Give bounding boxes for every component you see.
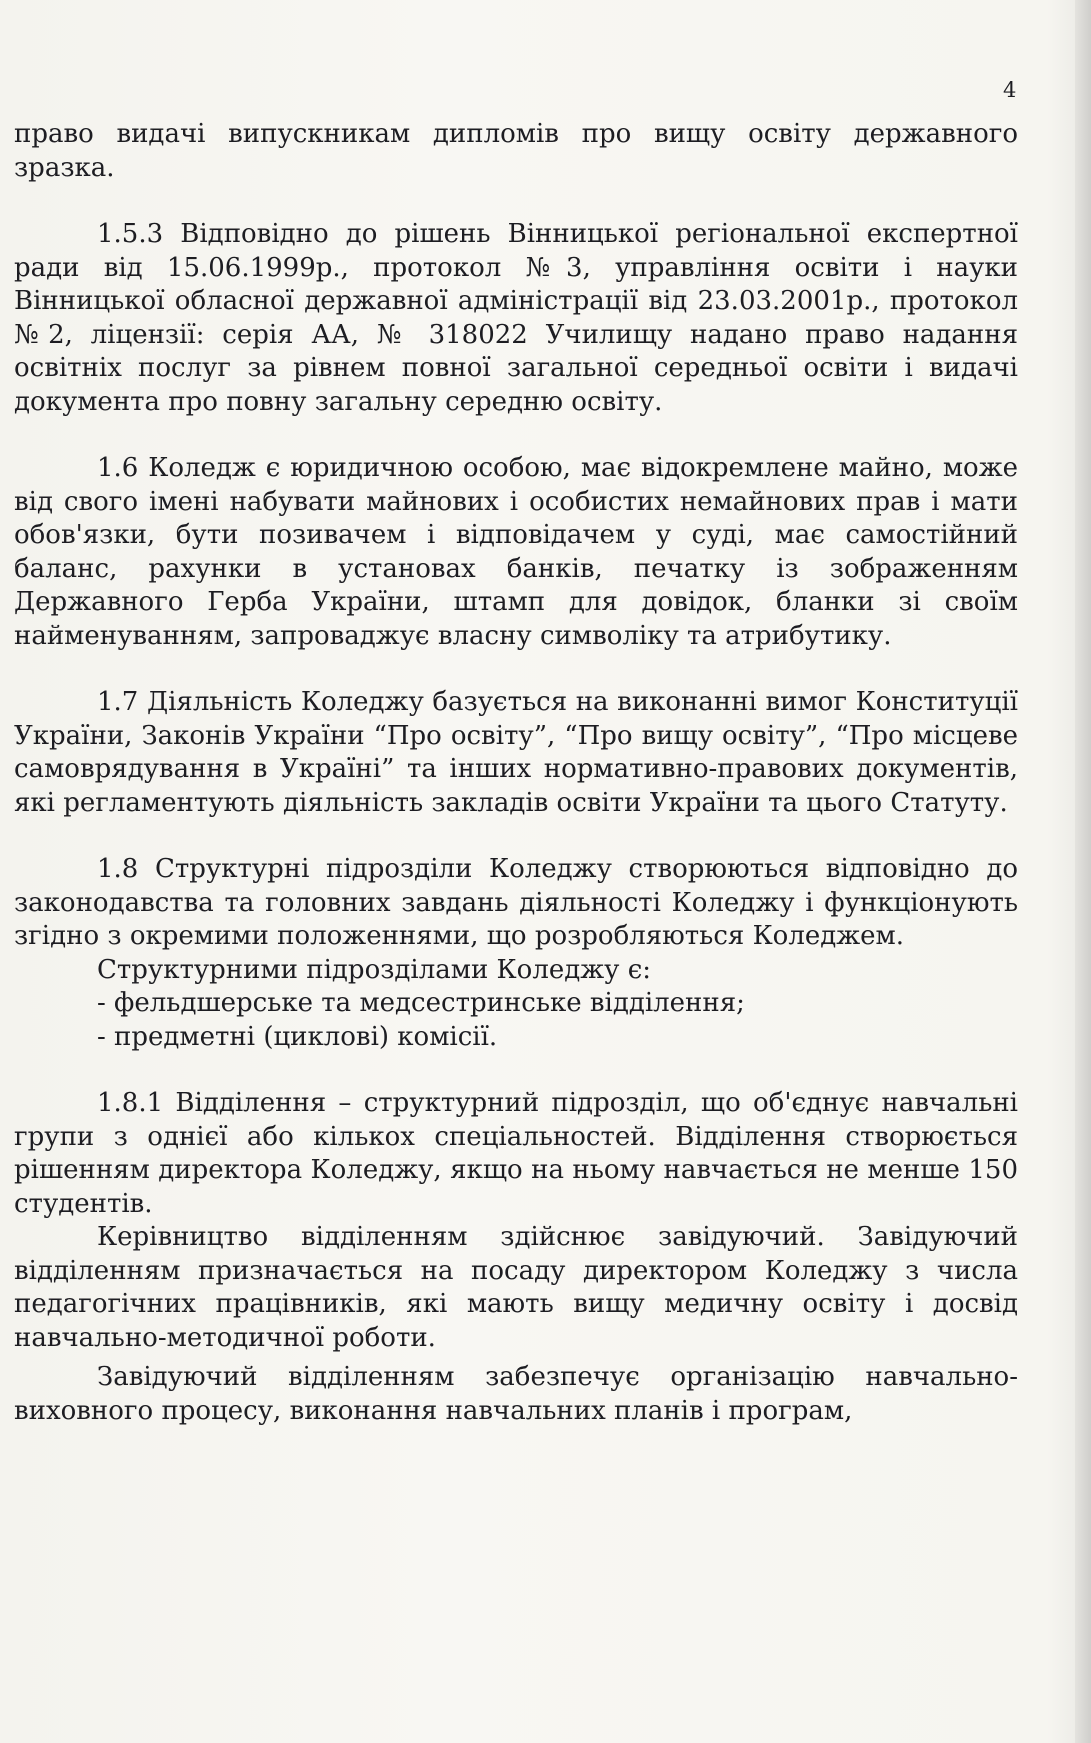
paragraph-1-6: 1.6 Коледж є юридичною особою, має відокремлене майно, може від свого імені набувати майнових і особистих немайнових прав і мати обов'язки, бути позивачем і відповідачем у суді, має самостійний баланс, рахунки в установах банків, печатку із зображенням Державного Герба України, штамп для довідок, бланки зі своїм найменуванням, запроваджує власну символіку та атрибутику.: [14, 453, 1018, 651]
paragraph-continuation: право видачі випускникам дипломів про вищу освіту державного зразка.: [14, 119, 1018, 183]
paragraph-1-8-1: 1.8.1 Відділення – структурний підрозділ, що об'єднує навчальні групи з однієї або кількох спеціальностей. Відділення створюється рішенням директора Коледжу, якщо на ньому навчається не менше 150 студентів.: [14, 1088, 1018, 1219]
structural-units-heading: Структурними підрозділами Коледжу є:: [97, 954, 652, 985]
page-edge-shadow: [1075, 0, 1091, 1743]
list-item: - фельдшерське та медсестринське відділення;: [97, 988, 745, 1018]
paragraph-department-management: Керівництво відділенням здійснює завідуючий. Завідуючий відділенням призначається на посаду директором Коледжу з числа педагогічних працівників, які мають вищу медичну освіту і досвід навчально-методичної роботи.: [14, 1222, 1018, 1353]
paragraph-head-duties: Завідуючий відділенням забезпечує організацію навчально-виховного процесу, виконання навчальних планів і програм,: [14, 1362, 1018, 1426]
paragraph-1-8: 1.8 Структурні підрозділи Коледжу створюються відповідно до законодавства та головних завдань діяльності Коледжу і функціонують згідно з окремими положеннями, що розробляються Коледжем.: [14, 854, 1018, 951]
document-body: [14, 118, 1018, 1428]
paragraph-1-5-3: 1.5.3 Відповідно до рішень Вінницької регіональної експертної ради від 15.06.1999р., протокол №3, управління освіти і науки Вінницької обласної державної адміністрації від 23.03.2001р., протокол №2, ліцензії: серія АА, № 318022 Училищу надано право надання освітніх послуг за рівнем повної загальної середньої освіти і видачі документа про повну загальну середню освіту.: [14, 219, 1018, 417]
page-number: 4: [1003, 78, 1017, 102]
list-item: - предметні (циклові) комісії.: [97, 1021, 498, 1052]
paragraph-1-7: 1.7 Діяльність Коледжу базується на виконанні вимог Конституції України, Законів України “Про освіту”, “Про вищу освіту”, “Про місцеве самоврядування в Україні” та інших нормативно-правових документів, які регламентують діяльність закладів освіти України та цього Статуту.: [14, 687, 1018, 818]
